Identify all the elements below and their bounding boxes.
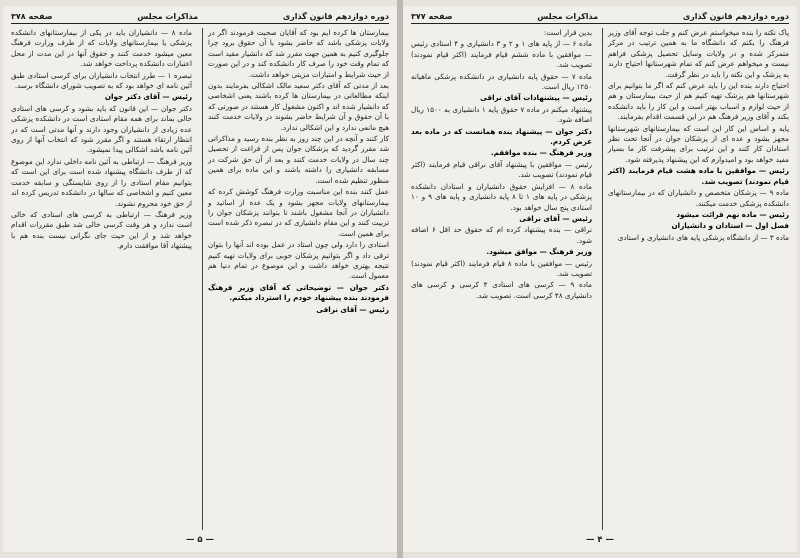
speaker-line: رئيس — آقای نراقی bbox=[519, 213, 592, 223]
body-paragraph: ماده ۶ — از پايه های ۱ و ۲ و ۳ دانشياری و ۴ استادی رئيس — موافقين با ماده ششم قيام فرمايند (اکثر قيام نمودند) تصويب شد. bbox=[411, 39, 592, 70]
speaker-line: وزير فرهنگ — بنده موافقم. bbox=[490, 148, 592, 158]
body-paragraph: بعد از مدتی که آقای دکتر سعيد مالک اشکالی بفرمايند بدون اينکه مطالعاتی در بيمارستان ها کرده باشند يعنی اشخاصی که دانشيار شده اند و اکنون مشغول کار هستند در صورتی که با آن حقوق و آن شرايط حاضر بشوند در ولايات خدمت کنند هيچ مانعی ندارد و اين اشکالی ندارد. bbox=[208, 81, 389, 132]
speaker-line: دکتر جوان — توضيحاتی که آقای وزير فرهنگ فرمودند بنده پيشنهاد خودم را استرداد ميکنم. bbox=[208, 282, 389, 303]
body-paragraph: پيشنهاد ميکنم در ماده ۷ حقوق پايه ۱ دانشياری به ۱۵۰۰ ريال اضافه شود. bbox=[411, 104, 592, 125]
left-page-number: صفحه ۳۷۸ bbox=[11, 11, 53, 21]
speaker-line: رئيس — آقای دکتر جوان bbox=[104, 92, 192, 102]
right-page-column-left bbox=[411, 28, 592, 530]
body-paragraph: کار کنند و آنچه در اين چند روز به نظر بنده رسيد و مذاکراتی شد مقرر گرديد که پزشکان جوان پس از فراغت از تحصيل چند سال در ولايات خدمت کنند و بعد از آن حق شرکت در مسابقه دانشياری را داشته باشند و اين ماده برای همين منظور تنظيم شده است. bbox=[208, 134, 389, 185]
speaker-line: رئيس — موافقين با ماده هشت قيام فرمايند (اکثر قيام نمودند) تصويب شد. bbox=[608, 166, 789, 186]
body-paragraph: ماده ۹ — پزشکان متخصص و دانشياران که در بيمارستانهای دانشکده پزشکی خدمت ميکنند. bbox=[608, 188, 789, 208]
right-page-number: صفحه ۳۷۷ bbox=[411, 11, 453, 21]
speaker-line: فصل اول — استادان و دانشياران bbox=[671, 221, 789, 231]
right-page-column-right bbox=[602, 28, 789, 530]
left-page-footer: — ۵ — bbox=[185, 535, 215, 545]
body-paragraph: عمل کنند بنده اين مناسبت وزارت فرهنگ کوشش کرده که بيمارستانهای ولايات مجهز بشود و يک عده از اساتيد و دانشياران در آنجا مشغول باشند تا بتوانند پزشکان جوان را تربيت کنند و اين مقام دانشياری که در تبصره ذکر شده است برای همين است. bbox=[208, 187, 389, 238]
body-paragraph: ماده ۹ — کرسی های استادی ۴ کرسی و کرسی های دانشياری ۴۸ کرسی است. تصويب شد. bbox=[411, 280, 592, 300]
body-paragraph: رئيس — موافقين با ماده ۸ قيام فرمايند (اکثر قيام نمودند) تصويب شد. bbox=[411, 258, 592, 278]
body-paragraph: وزير فرهنگ — ارتباطی به کرسی های استادی که خالی است ندارد و هر وقت کرسی خالی شد طبق مقررات اقدام خواهد شد و از اين حيث جای نگرانی نيست بنده هم با پيشنهاد آقا موافقت دارم. bbox=[11, 209, 192, 251]
body-paragraph: تبصره ۱ — طرز انتخاب دانشياران برای کرسی استادی طبق آئين نامه ای خواهد بود که به تصويب شورای دانشگاه برسد. bbox=[11, 70, 192, 91]
body-paragraph: ماده ۸ — افزايش حقوق دانشياران و استادان دانشکده پزشکی در پايه های ۱ تا ۸ پايه دانشياری و پايه های ۹ و ۱۰ استادی پنج سال خواهد بود. bbox=[411, 181, 592, 212]
body-paragraph: رئيس — موافقين با پيشنهاد آقای نراقی قيام فرمايند (اکثر قيام نمودند) تصويب شد. bbox=[411, 159, 592, 180]
body-paragraph: وزير فرهنگ — ارتباطی به آئين نامه داخلی ندارد اين موضوع که از طرف دانشگاه پيشنهاد شده است برای اين است که بتوانيم مقام استادی را از روی شايستگی و سابقه خدمت معين کنيم و اشخاصی که سالها در دانشکده تدريس کرده اند از حق خود محروم نشوند. bbox=[11, 156, 192, 208]
right-page-columns bbox=[411, 28, 789, 530]
left-page-columns bbox=[11, 28, 389, 530]
right-page-header bbox=[411, 9, 789, 24]
left-page-title: مذاکرات مجلس bbox=[137, 11, 199, 21]
left-page-column-right bbox=[202, 28, 389, 530]
left-page-column-left bbox=[11, 28, 192, 530]
body-paragraph: بيمارستان ها کرده ايم بود که آقايان صحبت فرمودند اگر در ولايات پزشکی باشد که حاضر بشود با آن حقوق برود چرا جلوگيری کنيم به همين جهت مقرر شد که دانشيار مقيد است که تمام وقت خود را صرف کار دانشکده کند و در اين صورت از حيث شرايط و امتيازات مزيتی خواهد داشت. bbox=[208, 28, 389, 79]
right-page bbox=[403, 6, 797, 552]
body-paragraph: احتياج دارند بنده اين را بايد عرض کنم که اگر ما بتوانيم برای شهرستانها هم پزشک تهيه کنيم هم از حيث بيمارستان و هم از حيث لوازم و اسباب بهتر است و اين کار را بايد دانشکده بکند و آقای وزير فرهنگ هم در اين قسمت اقدام بفرمايند. bbox=[608, 81, 789, 122]
speaker-line: وزير فرهنگ — موافق ميشود. bbox=[486, 247, 592, 257]
right-page-title: مذاکرات مجلس bbox=[537, 11, 599, 21]
body-paragraph: استادی را دارد ولی چون استاد در عمل بوده اند آنها را بتوان ترقی داد و اگر بتوانيم پزشکان خوبی برای ولايات تهيه کنيم نتيجه بهتری خواهد داشت و اين موضوع در تمام دنيا هم معمول است. bbox=[208, 240, 389, 281]
speaker-line: رئيس — ماده نهم قرائت ميشود bbox=[676, 209, 789, 219]
body-paragraph: پايه و اساس اين کار اين است که بيمارستانهای شهرستانها مجهز بشود و عده ای از پزشکان جوان در آنجا تحت نظر استادان کار کنند و اين ترتيب برای پيشرفت کار ما بسيار مفيد خواهد بود و اميدوارم که اين پيشنهاد پذيرفته شود. bbox=[608, 123, 789, 164]
left-page bbox=[3, 6, 397, 552]
left-page-series: دوره دوازدهم قانون گذاری bbox=[282, 11, 389, 21]
body-paragraph: ماده ۳ — از دانشگاه پزشکی پايه های دانشياری و استادی bbox=[617, 232, 789, 242]
body-paragraph: ماده ۸ — دانشياران بايد در يکی از بيمارستانهای دانشکده پزشکی يا بيمارستانهای ولايات که از طرف وزارت فرهنگ معين ميشود خدمت کنند و حقوق آنها در اين مدت از محل اعتبارات دانشکده پرداخت خواهد شد. bbox=[11, 28, 192, 69]
body-paragraph: بدين قرار است: bbox=[543, 28, 592, 37]
right-page-series: دوره دوازدهم قانون گذاری bbox=[682, 11, 789, 21]
right-page-footer: — ۴ — bbox=[585, 535, 615, 545]
left-page-header bbox=[11, 9, 389, 24]
body-paragraph: نراقی — بنده پيشنهاد کرده ام که حقوق حد اقل ۶ اضافه شود. bbox=[411, 225, 592, 245]
body-paragraph: پاک نکته را بنده ميخواستم عرض کنم و جلب توجه آقای وزير فرهنگ را بکنم که دانشگاه ما به همين ترتيب در مرکز متمرکز شده و در ولايات وسايل تحصيل پزشکی فراهم نيست و ميخواهم عرض کنم که تمام شهرستانها احتياج دارند به پزشک و اين نکته را بايد در نظر گرفت. bbox=[608, 28, 789, 79]
speaker-line: دکتر جوان — پيشنهاد بنده همانست که در ماده بعد عرض کردم. bbox=[411, 126, 592, 147]
body-paragraph: دکتر جوان — اين قانون که بايد بشود و کرسی های استادی خالی بماند برای همه مقام استادی است در دانشکده پزشکی عده زيادی از دانشياران وجود دارند و آنها مدتی است که در انتظار ارتقاء هستند و اگر مقرر شود که انتخاب آنها از روی آئين نامه باشد اشکالی پيدا نميشود. bbox=[11, 103, 192, 155]
speaker-line: رئيس — آقای نراقی bbox=[316, 304, 389, 314]
body-paragraph: ماده ۷ — حقوق پايه دانشياری در دانشکده پزشکی ماهيانه ۱۲۵۰ ريال است. bbox=[411, 71, 592, 92]
speaker-line: رئيس — پيشنهادات آقای نراقی bbox=[480, 93, 592, 103]
